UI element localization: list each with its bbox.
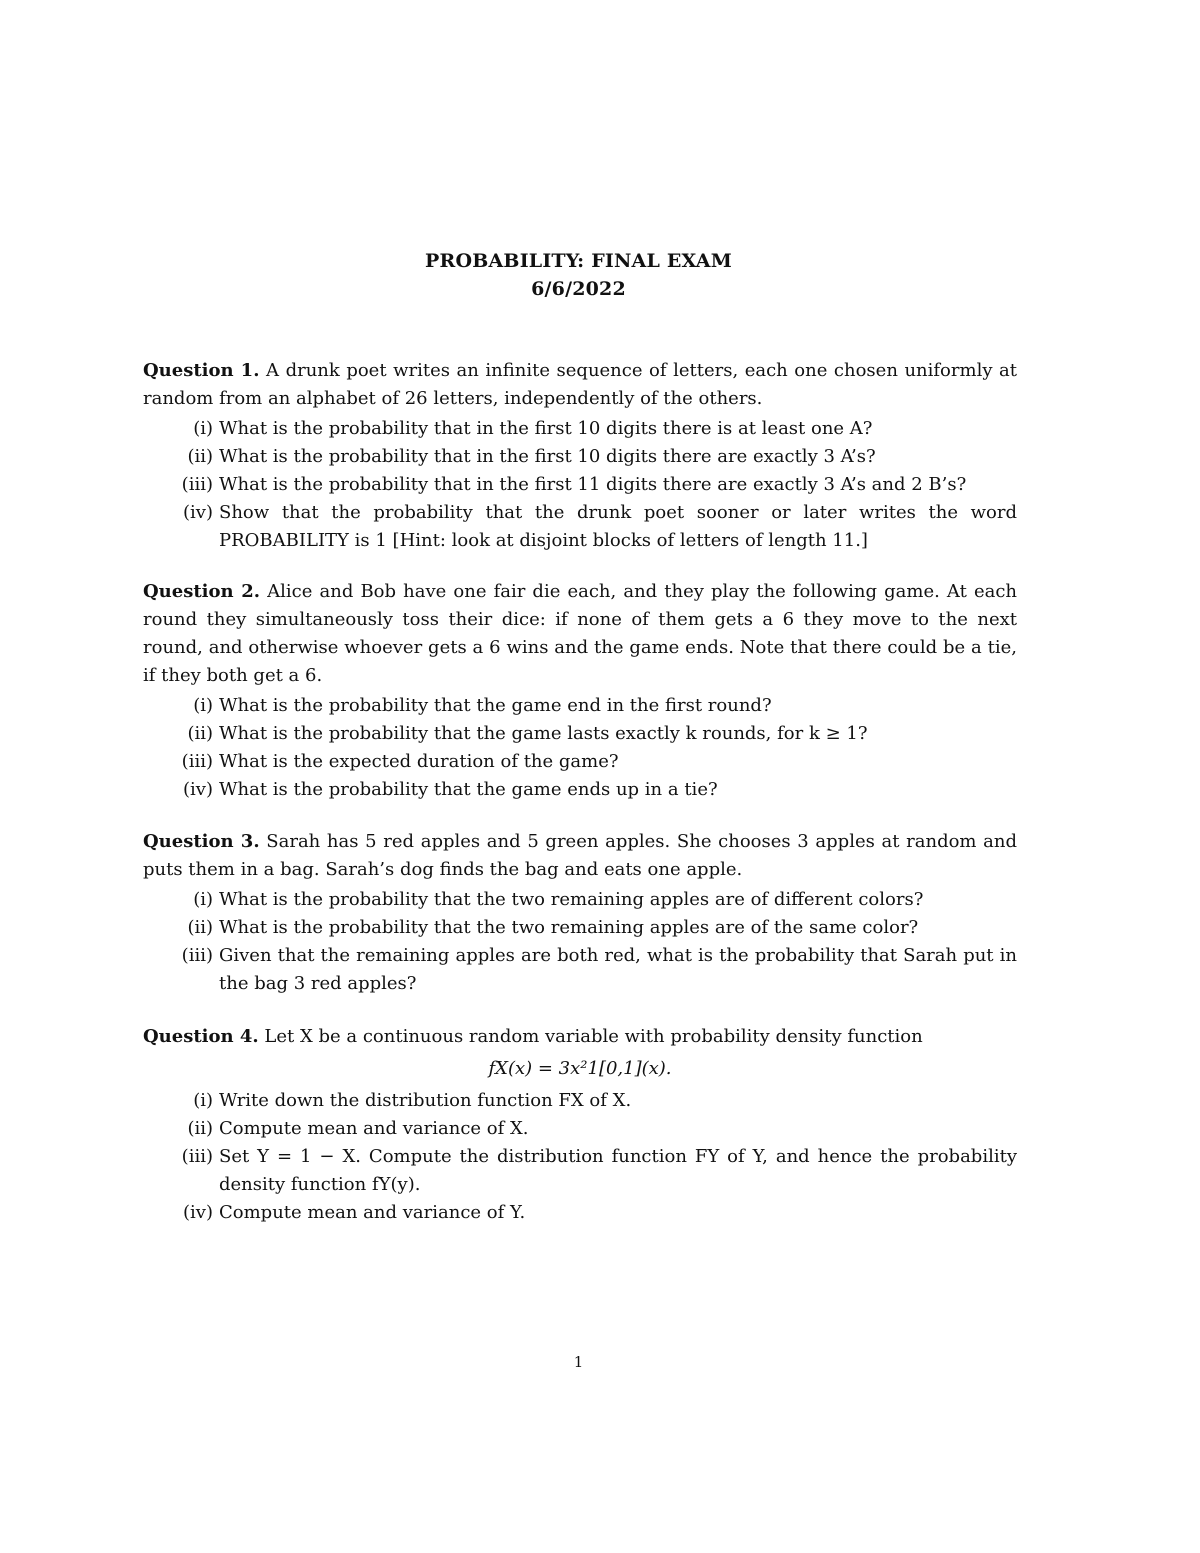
question-1-text: A drunk poet writes an infinite sequence of letters, each one chosen uniformly at random from an alphabet of 26 letters, independently of the others.: [143, 360, 1017, 409]
list-item: [143, 886, 1017, 914]
question-3: [143, 828, 1017, 998]
item-text: Compute mean and variance of X.: [219, 1118, 529, 1139]
question-4-prompt: [143, 1023, 1017, 1051]
item-text: What is the probability that the game lasts exactly k rounds, for k ≥ 1?: [219, 723, 868, 744]
item-text: What is the expected duration of the game?: [219, 751, 619, 772]
question-2-items: [143, 692, 1017, 804]
list-item: [143, 499, 1017, 555]
list-item: [143, 443, 1017, 471]
question-3-text: Sarah has 5 red apples and 5 green apples. She chooses 3 apples at random and puts them in a bag. Sarah’s dog finds the bag and eats one apple.: [143, 831, 1018, 880]
item-text: What is the probability that in the first 10 digits there is at least one A?: [219, 418, 873, 439]
item-number: (iii): [181, 1146, 213, 1167]
question-1: [143, 357, 1017, 555]
item-number: (i): [193, 889, 213, 910]
list-item: [143, 1199, 1017, 1227]
item-number: (ii): [187, 1118, 213, 1139]
item-text: What is the probability that the game end in the first round?: [219, 695, 772, 716]
item-number: (iii): [181, 751, 213, 772]
question-3-label: Question 3.: [143, 831, 260, 852]
item-number: (ii): [187, 446, 213, 467]
question-4-items: [143, 1087, 1017, 1227]
list-item: [143, 942, 1017, 998]
list-item: [143, 776, 1017, 804]
list-item: [143, 415, 1017, 443]
item-text: Show that the probability that the drunk poet sooner or later writes the word PROBABILITY is 1 [Hint: look at disjoint blocks of letters of length 11.]: [219, 502, 1017, 551]
question-1-prompt: [143, 357, 1017, 413]
item-number: (iv): [183, 502, 213, 523]
item-text: What is the probability that in the first 10 digits there are exactly 3 A’s?: [219, 446, 876, 467]
item-text: What is the probability that the two remaining apples are of the same color?: [219, 917, 919, 938]
item-text: Compute mean and variance of Y.: [219, 1202, 526, 1223]
list-item: [143, 1087, 1017, 1115]
item-number: (ii): [187, 723, 213, 744]
exam-title: PROBABILITY: FINAL EXAM: [425, 250, 732, 272]
page-number: 1: [573, 1353, 584, 1371]
list-item: [143, 1143, 1017, 1199]
item-number: (ii): [187, 917, 213, 938]
question-4: [143, 1023, 1017, 1227]
exam-header: [0, 247, 1157, 303]
list-item: [143, 914, 1017, 942]
item-number: (iii): [181, 474, 213, 495]
item-number: (iv): [183, 1202, 213, 1223]
list-item: [143, 471, 1017, 499]
question-2-prompt: [143, 578, 1017, 690]
question-2: [143, 578, 1017, 804]
item-number: (i): [193, 1090, 213, 1111]
question-4-label: Question 4.: [143, 1026, 259, 1047]
item-text: What is the probability that in the first 11 digits there are exactly 3 A’s and 2 B’s?: [219, 474, 967, 495]
item-text: Set Y = 1 − X. Compute the distribution function FY of Y, and hence the probability density function fY(y).: [219, 1146, 1017, 1195]
item-text: What is the probability that the game ends up in a tie?: [219, 779, 718, 800]
question-4-text: Let X be a continuous random variable with probability density function: [264, 1026, 923, 1047]
question-2-label: Question 2.: [143, 581, 261, 602]
item-number: (i): [193, 695, 213, 716]
question-3-items: [143, 886, 1017, 998]
question-1-label: Question 1.: [143, 360, 260, 381]
list-item: [143, 720, 1017, 748]
list-item: [143, 692, 1017, 720]
density-formula: fX(x) = 3x²1[0,1](x).: [488, 1058, 672, 1079]
item-text: Write down the distribution function FX of X.: [219, 1090, 632, 1111]
item-number: (iv): [183, 779, 213, 800]
list-item: [143, 748, 1017, 776]
question-1-items: [143, 415, 1017, 555]
question-2-text: Alice and Bob have one fair die each, and they play the following game. At each round they simultaneously toss their dice: if none of them gets a 6 they move to the next round, and otherwise whoever gets a 6 wins and the game ends. Note that there could be a tie, if they both get a 6.: [143, 581, 1017, 686]
item-number: (iii): [181, 945, 213, 966]
exam-date: 6/6/2022: [531, 278, 626, 300]
item-number: (i): [193, 418, 213, 439]
list-item: [143, 1115, 1017, 1143]
item-text: What is the probability that the two remaining apples are of different colors?: [219, 889, 924, 910]
item-text: Given that the remaining apples are both red, what is the probability that Sarah put in the bag 3 red apples?: [219, 945, 1017, 994]
question-3-prompt: [143, 828, 1017, 884]
